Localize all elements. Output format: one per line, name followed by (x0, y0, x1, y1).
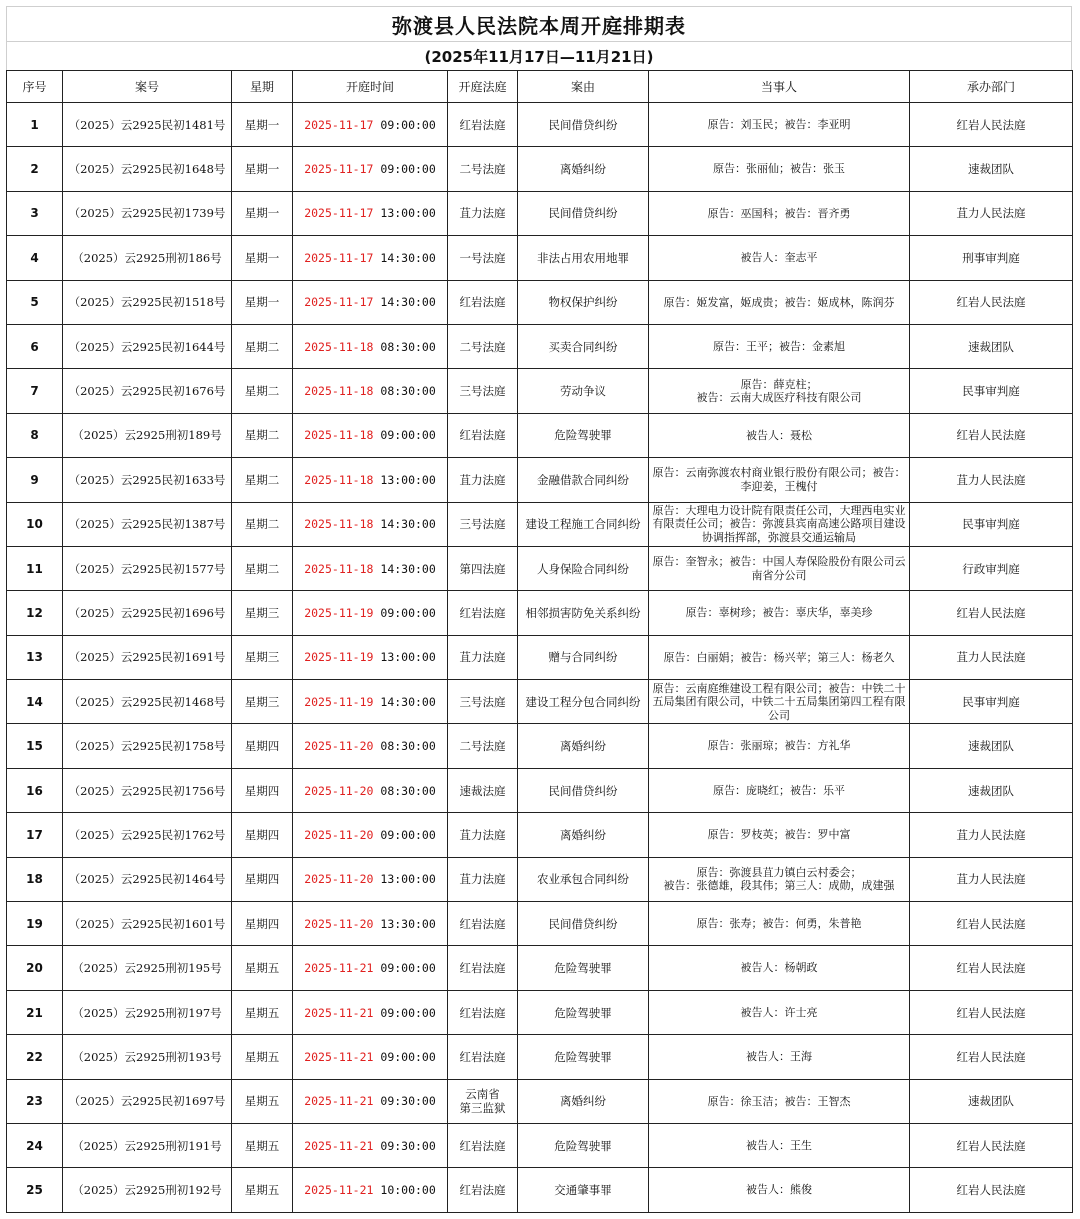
department: 苴力人民法庭 (910, 191, 1073, 235)
parties: 被告人：熊俊 (649, 1168, 910, 1212)
hearing-time (293, 1123, 448, 1167)
table-row (7, 1079, 1073, 1123)
weekday: 星期二 (232, 324, 293, 368)
case-cause: 非法占用农用地罪 (518, 236, 649, 280)
table-row (7, 768, 1073, 812)
hearing-clock-time: 09:00:00 (380, 961, 436, 976)
department: 民事审判庭 (910, 369, 1073, 413)
hearing-clock-time: 10:00:00 (380, 1183, 436, 1198)
hearing-date: 2025-11-17 (304, 117, 374, 132)
table-row (7, 103, 1073, 147)
hearing-date: 2025-11-18 (304, 428, 374, 443)
row-number: 18 (7, 857, 63, 901)
courtroom: 苴力法庭 (448, 458, 518, 502)
table-row (7, 857, 1073, 901)
case-cause: 相邻损害防免关系纠纷 (518, 591, 649, 635)
hearing-time (293, 813, 448, 857)
hearing-time (293, 502, 448, 546)
hearing-date: 2025-11-18 (304, 339, 374, 354)
parties: 被告人：奎志平 (649, 236, 910, 280)
weekday: 星期一 (232, 147, 293, 191)
subtitle-row (6, 41, 1072, 70)
hearing-time (293, 768, 448, 812)
hearing-clock-time: 13:00:00 (380, 472, 436, 487)
department: 红岩人民法庭 (910, 1168, 1073, 1212)
header-parties: 当事人 (649, 71, 910, 103)
hearing-clock-time: 14:30:00 (380, 295, 436, 310)
hearing-clock-time: 08:30:00 (380, 384, 436, 399)
date-range-subtitle: (2025年11月17日—11月21日) (424, 47, 654, 66)
row-number: 25 (7, 1168, 63, 1212)
hearing-clock-time: 09:00:00 (380, 605, 436, 620)
department: 苴力人民法庭 (910, 635, 1073, 679)
case-number: （2025）云2925民初1468号 (63, 680, 232, 724)
case-number: （2025）云2925民初1756号 (63, 768, 232, 812)
hearing-date: 2025-11-17 (304, 162, 374, 177)
header-courtroom: 开庭法庭 (448, 71, 518, 103)
weekday: 星期三 (232, 635, 293, 679)
hearing-date: 2025-11-21 (304, 1005, 374, 1020)
case-number: （2025）云2925民初1762号 (63, 813, 232, 857)
parties: 原告：薛克柱； 被告：云南大成医疗科技有限公司 (649, 369, 910, 413)
department: 速裁团队 (910, 768, 1073, 812)
case-number: （2025）云2925刑初192号 (63, 1168, 232, 1212)
hearing-time (293, 902, 448, 946)
hearing-clock-time: 14:30:00 (380, 517, 436, 532)
parties: 原告：奎智永；被告：中国人寿保险股份有限公司云南省分公司 (649, 546, 910, 590)
courtroom: 三号法庭 (448, 369, 518, 413)
parties: 被告人：许士亮 (649, 990, 910, 1034)
case-cause: 金融借款合同纠纷 (518, 458, 649, 502)
hearing-time (293, 458, 448, 502)
weekday: 星期一 (232, 280, 293, 324)
weekday: 星期五 (232, 1168, 293, 1212)
hearing-clock-time: 08:30:00 (380, 339, 436, 354)
department: 苴力人民法庭 (910, 857, 1073, 901)
table-row (7, 1123, 1073, 1167)
table-row (7, 324, 1073, 368)
case-cause: 农业承包合同纠纷 (518, 857, 649, 901)
row-number: 7 (7, 369, 63, 413)
weekday: 星期一 (232, 103, 293, 147)
hearing-clock-time: 09:30:00 (380, 1094, 436, 1109)
hearing-date: 2025-11-19 (304, 605, 374, 620)
case-cause: 离婚纠纷 (518, 147, 649, 191)
courtroom: 三号法庭 (448, 502, 518, 546)
courtroom: 二号法庭 (448, 324, 518, 368)
parties: 被告人：聂松 (649, 413, 910, 457)
hearing-time (293, 724, 448, 768)
weekday: 星期五 (232, 990, 293, 1034)
hearing-time (293, 857, 448, 901)
case-number: （2025）云2925民初1644号 (63, 324, 232, 368)
department: 红岩人民法庭 (910, 413, 1073, 457)
table-row (7, 280, 1073, 324)
weekday: 星期四 (232, 813, 293, 857)
case-cause: 赠与合同纠纷 (518, 635, 649, 679)
weekday: 星期五 (232, 1035, 293, 1079)
courtroom: 二号法庭 (448, 724, 518, 768)
hearing-date: 2025-11-21 (304, 1183, 374, 1198)
weekday: 星期一 (232, 191, 293, 235)
parties: 原告：庞晓红；被告：乐平 (649, 768, 910, 812)
hearing-time (293, 546, 448, 590)
weekday: 星期二 (232, 502, 293, 546)
weekday: 星期四 (232, 724, 293, 768)
hearing-time (293, 946, 448, 990)
hearing-clock-time: 09:00:00 (380, 162, 436, 177)
case-cause: 危险驾驶罪 (518, 946, 649, 990)
header-department: 承办部门 (910, 71, 1073, 103)
header-hearing-time: 开庭时间 (293, 71, 448, 103)
department: 苴力人民法庭 (910, 458, 1073, 502)
courtroom: 三号法庭 (448, 680, 518, 724)
weekday: 星期二 (232, 413, 293, 457)
header-weekday: 星期 (232, 71, 293, 103)
case-number: （2025）云2925刑初197号 (63, 990, 232, 1034)
hearing-clock-time: 09:00:00 (380, 827, 436, 842)
case-number: （2025）云2925刑初195号 (63, 946, 232, 990)
weekday: 星期二 (232, 369, 293, 413)
case-cause: 危险驾驶罪 (518, 413, 649, 457)
hearing-time (293, 413, 448, 457)
table-row (7, 236, 1073, 280)
courtroom: 第四法庭 (448, 546, 518, 590)
case-cause: 危险驾驶罪 (518, 1123, 649, 1167)
hearing-clock-time: 08:30:00 (380, 739, 436, 754)
hearing-clock-time: 09:00:00 (380, 117, 436, 132)
case-number: （2025）云2925民初1648号 (63, 147, 232, 191)
parties: 原告：云南庭维建设工程有限公司；被告：中铁二十五局集团有限公司，中铁二十五局集团第四工程有限公司 (649, 680, 910, 724)
case-number: （2025）云2925民初1577号 (63, 546, 232, 590)
row-number: 12 (7, 591, 63, 635)
case-cause: 人身保险合同纠纷 (518, 546, 649, 590)
hearing-date: 2025-11-18 (304, 384, 374, 399)
title-row (6, 6, 1072, 41)
hearing-time (293, 103, 448, 147)
table-row (7, 902, 1073, 946)
department: 红岩人民法庭 (910, 280, 1073, 324)
parties: 原告：张丽仙；被告：张玉 (649, 147, 910, 191)
case-number: （2025）云2925刑初189号 (63, 413, 232, 457)
case-cause: 交通肇事罪 (518, 1168, 649, 1212)
courtroom: 苴力法庭 (448, 191, 518, 235)
hearing-time (293, 236, 448, 280)
row-number: 17 (7, 813, 63, 857)
department: 速裁团队 (910, 147, 1073, 191)
hearing-time (293, 280, 448, 324)
courtroom: 苴力法庭 (448, 813, 518, 857)
table-row (7, 680, 1073, 724)
parties: 原告：云南弥渡农村商业银行股份有限公司；被告：李迎姜，王槐付 (649, 458, 910, 502)
courtroom: 速裁法庭 (448, 768, 518, 812)
case-cause: 危险驾驶罪 (518, 990, 649, 1034)
hearing-date: 2025-11-18 (304, 561, 374, 576)
row-number: 14 (7, 680, 63, 724)
department: 刑事审判庭 (910, 236, 1073, 280)
weekday: 星期四 (232, 768, 293, 812)
weekday: 星期三 (232, 591, 293, 635)
hearing-clock-time: 08:30:00 (380, 783, 436, 798)
hearing-clock-time: 09:00:00 (380, 428, 436, 443)
case-number: （2025）云2925民初1633号 (63, 458, 232, 502)
weekday: 星期四 (232, 857, 293, 901)
courtroom: 云南省 第三监狱 (448, 1079, 518, 1123)
row-number: 11 (7, 546, 63, 590)
parties: 原告：刘玉民；被告：李亚明 (649, 103, 910, 147)
row-number: 16 (7, 768, 63, 812)
hearing-date: 2025-11-17 (304, 295, 374, 310)
hearing-date: 2025-11-21 (304, 1049, 374, 1064)
page-title: 弥渡县人民法院本周开庭排期表 (392, 13, 686, 38)
row-number: 19 (7, 902, 63, 946)
row-number: 3 (7, 191, 63, 235)
courtroom: 红岩法庭 (448, 946, 518, 990)
courtroom: 红岩法庭 (448, 1123, 518, 1167)
hearing-date: 2025-11-21 (304, 1138, 374, 1153)
case-cause: 离婚纠纷 (518, 813, 649, 857)
case-cause: 民间借贷纠纷 (518, 191, 649, 235)
hearing-clock-time: 13:00:00 (380, 650, 436, 665)
case-number: （2025）云2925民初1758号 (63, 724, 232, 768)
case-number: （2025）云2925民初1464号 (63, 857, 232, 901)
weekday: 星期三 (232, 680, 293, 724)
hearing-date: 2025-11-17 (304, 206, 374, 221)
hearing-date: 2025-11-21 (304, 961, 374, 976)
case-cause: 建设工程施工合同纠纷 (518, 502, 649, 546)
parties: 原告：弥渡县苴力镇白云村委会； 被告：张德雄，段其伟；第三人：成勋，成建强 (649, 857, 910, 901)
row-number: 22 (7, 1035, 63, 1079)
case-number: （2025）云2925民初1697号 (63, 1079, 232, 1123)
parties: 原告：王平；被告：金素旭 (649, 324, 910, 368)
parties: 原告：张寿；被告：何勇，朱普艳 (649, 902, 910, 946)
case-cause: 危险驾驶罪 (518, 1035, 649, 1079)
parties: 原告：大理电力设计院有限责任公司，大理西电实业有限责任公司；被告：弥渡县宾南高速公路项目建设协调指挥部，弥渡县交通运输局 (649, 502, 910, 546)
case-cause: 民间借贷纠纷 (518, 768, 649, 812)
courtroom: 二号法庭 (448, 147, 518, 191)
hearing-date: 2025-11-17 (304, 250, 374, 265)
parties: 被告人：杨朝政 (649, 946, 910, 990)
hearing-date: 2025-11-19 (304, 694, 374, 709)
weekday: 星期五 (232, 1079, 293, 1123)
case-cause: 民间借贷纠纷 (518, 902, 649, 946)
row-number: 1 (7, 103, 63, 147)
table-row (7, 369, 1073, 413)
table-row (7, 591, 1073, 635)
table-row (7, 635, 1073, 679)
hearing-time (293, 990, 448, 1034)
parties: 原告：罗枝英；被告：罗中富 (649, 813, 910, 857)
case-cause: 买卖合同纠纷 (518, 324, 649, 368)
table-row (7, 946, 1073, 990)
courtroom: 红岩法庭 (448, 103, 518, 147)
parties: 被告人：王海 (649, 1035, 910, 1079)
header-cause: 案由 (518, 71, 649, 103)
case-number: （2025）云2925刑初193号 (63, 1035, 232, 1079)
courtroom: 红岩法庭 (448, 1168, 518, 1212)
case-number: （2025）云2925民初1481号 (63, 103, 232, 147)
hearing-time (293, 1168, 448, 1212)
case-number: （2025）云2925民初1387号 (63, 502, 232, 546)
table-row (7, 724, 1073, 768)
row-number: 21 (7, 990, 63, 1034)
hearing-date: 2025-11-21 (304, 1094, 374, 1109)
department: 民事审判庭 (910, 680, 1073, 724)
department: 红岩人民法庭 (910, 1035, 1073, 1079)
hearing-clock-time: 13:00:00 (380, 872, 436, 887)
hearing-time (293, 591, 448, 635)
row-number: 8 (7, 413, 63, 457)
department: 速裁团队 (910, 1079, 1073, 1123)
header-no: 序号 (7, 71, 63, 103)
table-row (7, 1168, 1073, 1212)
hearing-date: 2025-11-20 (304, 872, 374, 887)
row-number: 20 (7, 946, 63, 990)
row-number: 6 (7, 324, 63, 368)
hearing-date: 2025-11-20 (304, 739, 374, 754)
row-number: 15 (7, 724, 63, 768)
hearing-time (293, 324, 448, 368)
courtroom: 红岩法庭 (448, 591, 518, 635)
department: 速裁团队 (910, 724, 1073, 768)
case-cause: 民间借贷纠纷 (518, 103, 649, 147)
hearing-date: 2025-11-20 (304, 916, 374, 931)
case-cause: 建设工程分包合同纠纷 (518, 680, 649, 724)
department: 速裁团队 (910, 324, 1073, 368)
parties: 原告：姬发富，姬成贵；被告：姬成林，陈润芬 (649, 280, 910, 324)
table-row (7, 990, 1073, 1034)
hearing-time (293, 147, 448, 191)
hearing-clock-time: 14:30:00 (380, 250, 436, 265)
schedule-sheet (6, 6, 1072, 1213)
department: 民事审判庭 (910, 502, 1073, 546)
hearing-clock-time: 09:00:00 (380, 1005, 436, 1020)
hearing-clock-time: 14:30:00 (380, 694, 436, 709)
courtroom: 红岩法庭 (448, 280, 518, 324)
row-number: 23 (7, 1079, 63, 1123)
department: 红岩人民法庭 (910, 1123, 1073, 1167)
table-row (7, 813, 1073, 857)
hearing-time (293, 369, 448, 413)
courtroom: 红岩法庭 (448, 990, 518, 1034)
department: 红岩人民法庭 (910, 591, 1073, 635)
weekday: 星期二 (232, 546, 293, 590)
case-cause: 离婚纠纷 (518, 724, 649, 768)
table-row (7, 147, 1073, 191)
hearing-date: 2025-11-18 (304, 517, 374, 532)
hearing-clock-time: 09:00:00 (380, 1049, 436, 1064)
department: 行政审判庭 (910, 546, 1073, 590)
hearing-date: 2025-11-20 (304, 783, 374, 798)
table-row (7, 413, 1073, 457)
row-number: 9 (7, 458, 63, 502)
table-row (7, 1035, 1073, 1079)
weekday: 星期二 (232, 458, 293, 502)
courtroom: 苴力法庭 (448, 857, 518, 901)
hearing-time (293, 1035, 448, 1079)
table-row (7, 458, 1073, 502)
courtroom: 红岩法庭 (448, 902, 518, 946)
case-number: （2025）云2925民初1691号 (63, 635, 232, 679)
parties: 原告：巫国科；被告：晋齐勇 (649, 191, 910, 235)
case-number: （2025）云2925刑初186号 (63, 236, 232, 280)
hearing-date: 2025-11-18 (304, 472, 374, 487)
weekday: 星期四 (232, 902, 293, 946)
hearing-clock-time: 09:30:00 (380, 1138, 436, 1153)
table-row (7, 502, 1073, 546)
table-row (7, 191, 1073, 235)
case-number: （2025）云2925民初1739号 (63, 191, 232, 235)
parties: 原告：张丽琼；被告：方礼华 (649, 724, 910, 768)
parties: 原告：辜树珍；被告：辜庆华，辜美珍 (649, 591, 910, 635)
case-number: （2025）云2925民初1601号 (63, 902, 232, 946)
schedule-table (6, 70, 1073, 1213)
department: 红岩人民法庭 (910, 990, 1073, 1034)
header-row (7, 71, 1073, 103)
weekday: 星期五 (232, 1123, 293, 1167)
case-cause: 离婚纠纷 (518, 1079, 649, 1123)
hearing-clock-time: 13:30:00 (380, 916, 436, 931)
row-number: 4 (7, 236, 63, 280)
header-case-number: 案号 (63, 71, 232, 103)
parties: 原告：白丽娟；被告：杨兴苹；第三人：杨老久 (649, 635, 910, 679)
table-body (7, 103, 1073, 1213)
hearing-time (293, 680, 448, 724)
department: 红岩人民法庭 (910, 902, 1073, 946)
case-number: （2025）云2925民初1518号 (63, 280, 232, 324)
case-number: （2025）云2925刑初191号 (63, 1123, 232, 1167)
weekday: 星期五 (232, 946, 293, 990)
row-number: 24 (7, 1123, 63, 1167)
department: 苴力人民法庭 (910, 813, 1073, 857)
table-row (7, 546, 1073, 590)
hearing-clock-time: 14:30:00 (380, 561, 436, 576)
case-cause: 劳动争议 (518, 369, 649, 413)
courtroom: 红岩法庭 (448, 1035, 518, 1079)
hearing-time (293, 635, 448, 679)
hearing-date: 2025-11-19 (304, 650, 374, 665)
parties: 被告人：王生 (649, 1123, 910, 1167)
hearing-time (293, 191, 448, 235)
parties: 原告：徐玉洁；被告：王智杰 (649, 1079, 910, 1123)
row-number: 10 (7, 502, 63, 546)
row-number: 13 (7, 635, 63, 679)
department: 红岩人民法庭 (910, 946, 1073, 990)
case-cause: 物权保护纠纷 (518, 280, 649, 324)
case-number: （2025）云2925民初1696号 (63, 591, 232, 635)
department: 红岩人民法庭 (910, 103, 1073, 147)
row-number: 5 (7, 280, 63, 324)
hearing-date: 2025-11-20 (304, 827, 374, 842)
courtroom: 红岩法庭 (448, 413, 518, 457)
row-number: 2 (7, 147, 63, 191)
hearing-time (293, 1079, 448, 1123)
weekday: 星期一 (232, 236, 293, 280)
case-number: （2025）云2925民初1676号 (63, 369, 232, 413)
courtroom: 一号法庭 (448, 236, 518, 280)
courtroom: 苴力法庭 (448, 635, 518, 679)
hearing-clock-time: 13:00:00 (380, 206, 436, 221)
